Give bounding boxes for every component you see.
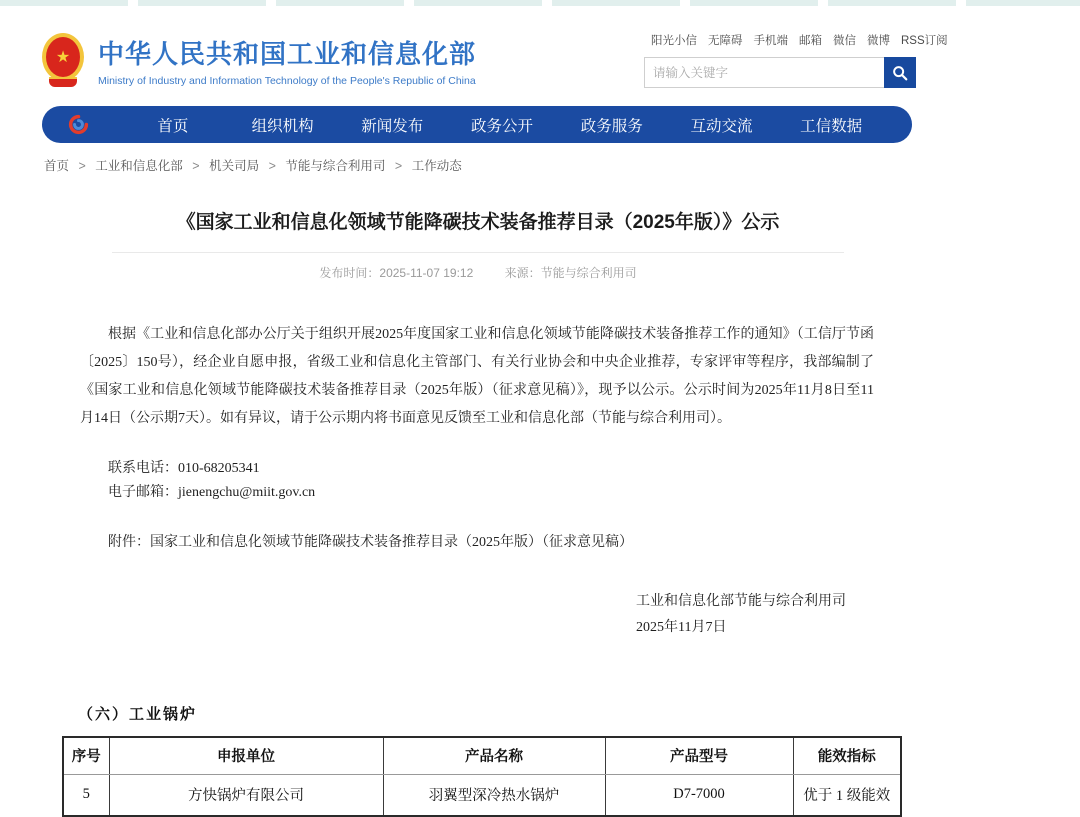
cell-efficiency: 优于 1 级能效: [793, 774, 901, 816]
industrial-boiler-section: [62, 703, 900, 817]
crumb-separator: >: [394, 159, 403, 173]
nav-item-gov-disclosure[interactable]: 政务公开: [471, 117, 534, 135]
cell-serial: 5: [63, 774, 109, 816]
col-product-model: 产品型号: [605, 737, 793, 774]
search-icon: [891, 64, 909, 82]
cell-product-name: 羽翼型深冷热水锅炉: [383, 774, 605, 816]
cell-applicant: 方快锅炉有限公司: [109, 774, 383, 816]
breadcrumb: [44, 156, 1080, 174]
link-rss[interactable]: RSS订阅: [901, 35, 948, 47]
catalog-table: [62, 736, 902, 817]
contact-block: [80, 457, 916, 505]
utility-links: [644, 32, 948, 48]
nav-item-news[interactable]: 新闻发布: [361, 117, 424, 135]
phone-line: 联系电话：010-68205341: [108, 461, 260, 476]
miit-swirl-icon: [68, 114, 118, 135]
crumb-separator: >: [192, 159, 200, 173]
search-button[interactable]: [884, 57, 916, 88]
ministry-name-en: Ministry of Industry and Information Technology of the People's Republic of China: [98, 74, 476, 87]
article: [40, 207, 916, 641]
link-wechat[interactable]: 微信: [833, 35, 856, 47]
article-title: 《国家工业和信息化领域节能降碳技术装备推荐目录（2025年版）》公示: [176, 212, 780, 233]
site-header: [40, 22, 948, 98]
section-heading: （六）工业锅炉: [78, 707, 198, 723]
search-input[interactable]: [644, 57, 884, 88]
link-weibo[interactable]: 微博: [867, 35, 890, 47]
col-efficiency: 能效指标: [793, 737, 901, 774]
attachment-line[interactable]: 附件：国家工业和信息化领域节能降碳技术装备推荐目录（2025年版）（征求意见稿）: [108, 535, 633, 550]
table-header-row: [63, 737, 901, 774]
link-mobile[interactable]: 手机端: [753, 35, 788, 47]
link-mail[interactable]: 邮箱: [799, 35, 822, 47]
ministry-name-cn: 中华人民共和国工业和信息化部: [98, 38, 477, 69]
col-serial: 序号: [63, 737, 109, 774]
col-applicant: 申报单位: [109, 737, 383, 774]
cropped-top-artifact: [0, 0, 1080, 6]
title-divider: [112, 252, 844, 253]
table-row: [63, 774, 901, 816]
crumb-work-updates[interactable]: 工作动态: [411, 159, 462, 173]
link-accessibility[interactable]: 无障碍: [708, 35, 743, 47]
cell-product-model: D7-7000: [605, 774, 793, 816]
article-source: 来源：节能与综合利用司: [504, 266, 637, 280]
publish-time: 发布时间：2025-11-07 19:12: [319, 266, 474, 280]
crumb-departments[interactable]: 机关司局: [209, 159, 260, 173]
signature-date: 2025年11月7日: [636, 620, 727, 635]
article-paragraph: 根据《工业和信息化部办公厅关于组织开展2025年度国家工业和信息化领域节能降碳技术装备推荐工作的通知》（工信厅节函〔2025〕150号），经企业自愿申报，省级工业和信息化主管部门、有关行业协会和中央企业推荐，专家评审等程序，我部编制了《国家工业和信息化领域节能降碳技术装备推荐目录（2025年版）（征求意见稿）》，现予以公示。公示时间为2025年11月8日至11月14日（公示期7天）。如有异议，请于公示期内将书面意见反馈至工业和信息化部（节能与综合利用司）。: [80, 327, 874, 426]
nav-item-home[interactable]: 首页: [157, 117, 189, 135]
nav-item-organization[interactable]: 组织机构: [251, 117, 314, 135]
crumb-energy-dept[interactable]: 节能与综合利用司: [285, 159, 386, 173]
article-meta: [40, 264, 916, 281]
nav-item-gov-services[interactable]: 政务服务: [580, 117, 643, 135]
nav-item-data[interactable]: 工信数据: [800, 117, 863, 135]
national-emblem-icon: ★: [40, 33, 86, 87]
crumb-separator: >: [78, 159, 86, 173]
main-nav: [42, 106, 912, 143]
email-line: 电子邮箱：jienengchu@miit.gov.cn: [108, 485, 316, 500]
crumb-home[interactable]: 首页: [44, 159, 70, 173]
signature-org: 工业和信息化部节能与综合利用司: [636, 594, 846, 609]
link-assistant[interactable]: 阳光小信: [651, 35, 697, 47]
crumb-separator: >: [268, 159, 276, 173]
site-brand[interactable]: [40, 33, 476, 87]
col-product-name: 产品名称: [383, 737, 605, 774]
nav-item-interaction[interactable]: 互动交流: [690, 117, 753, 135]
crumb-miit[interactable]: 工业和信息化部: [95, 159, 183, 173]
signature-block: [636, 589, 846, 641]
